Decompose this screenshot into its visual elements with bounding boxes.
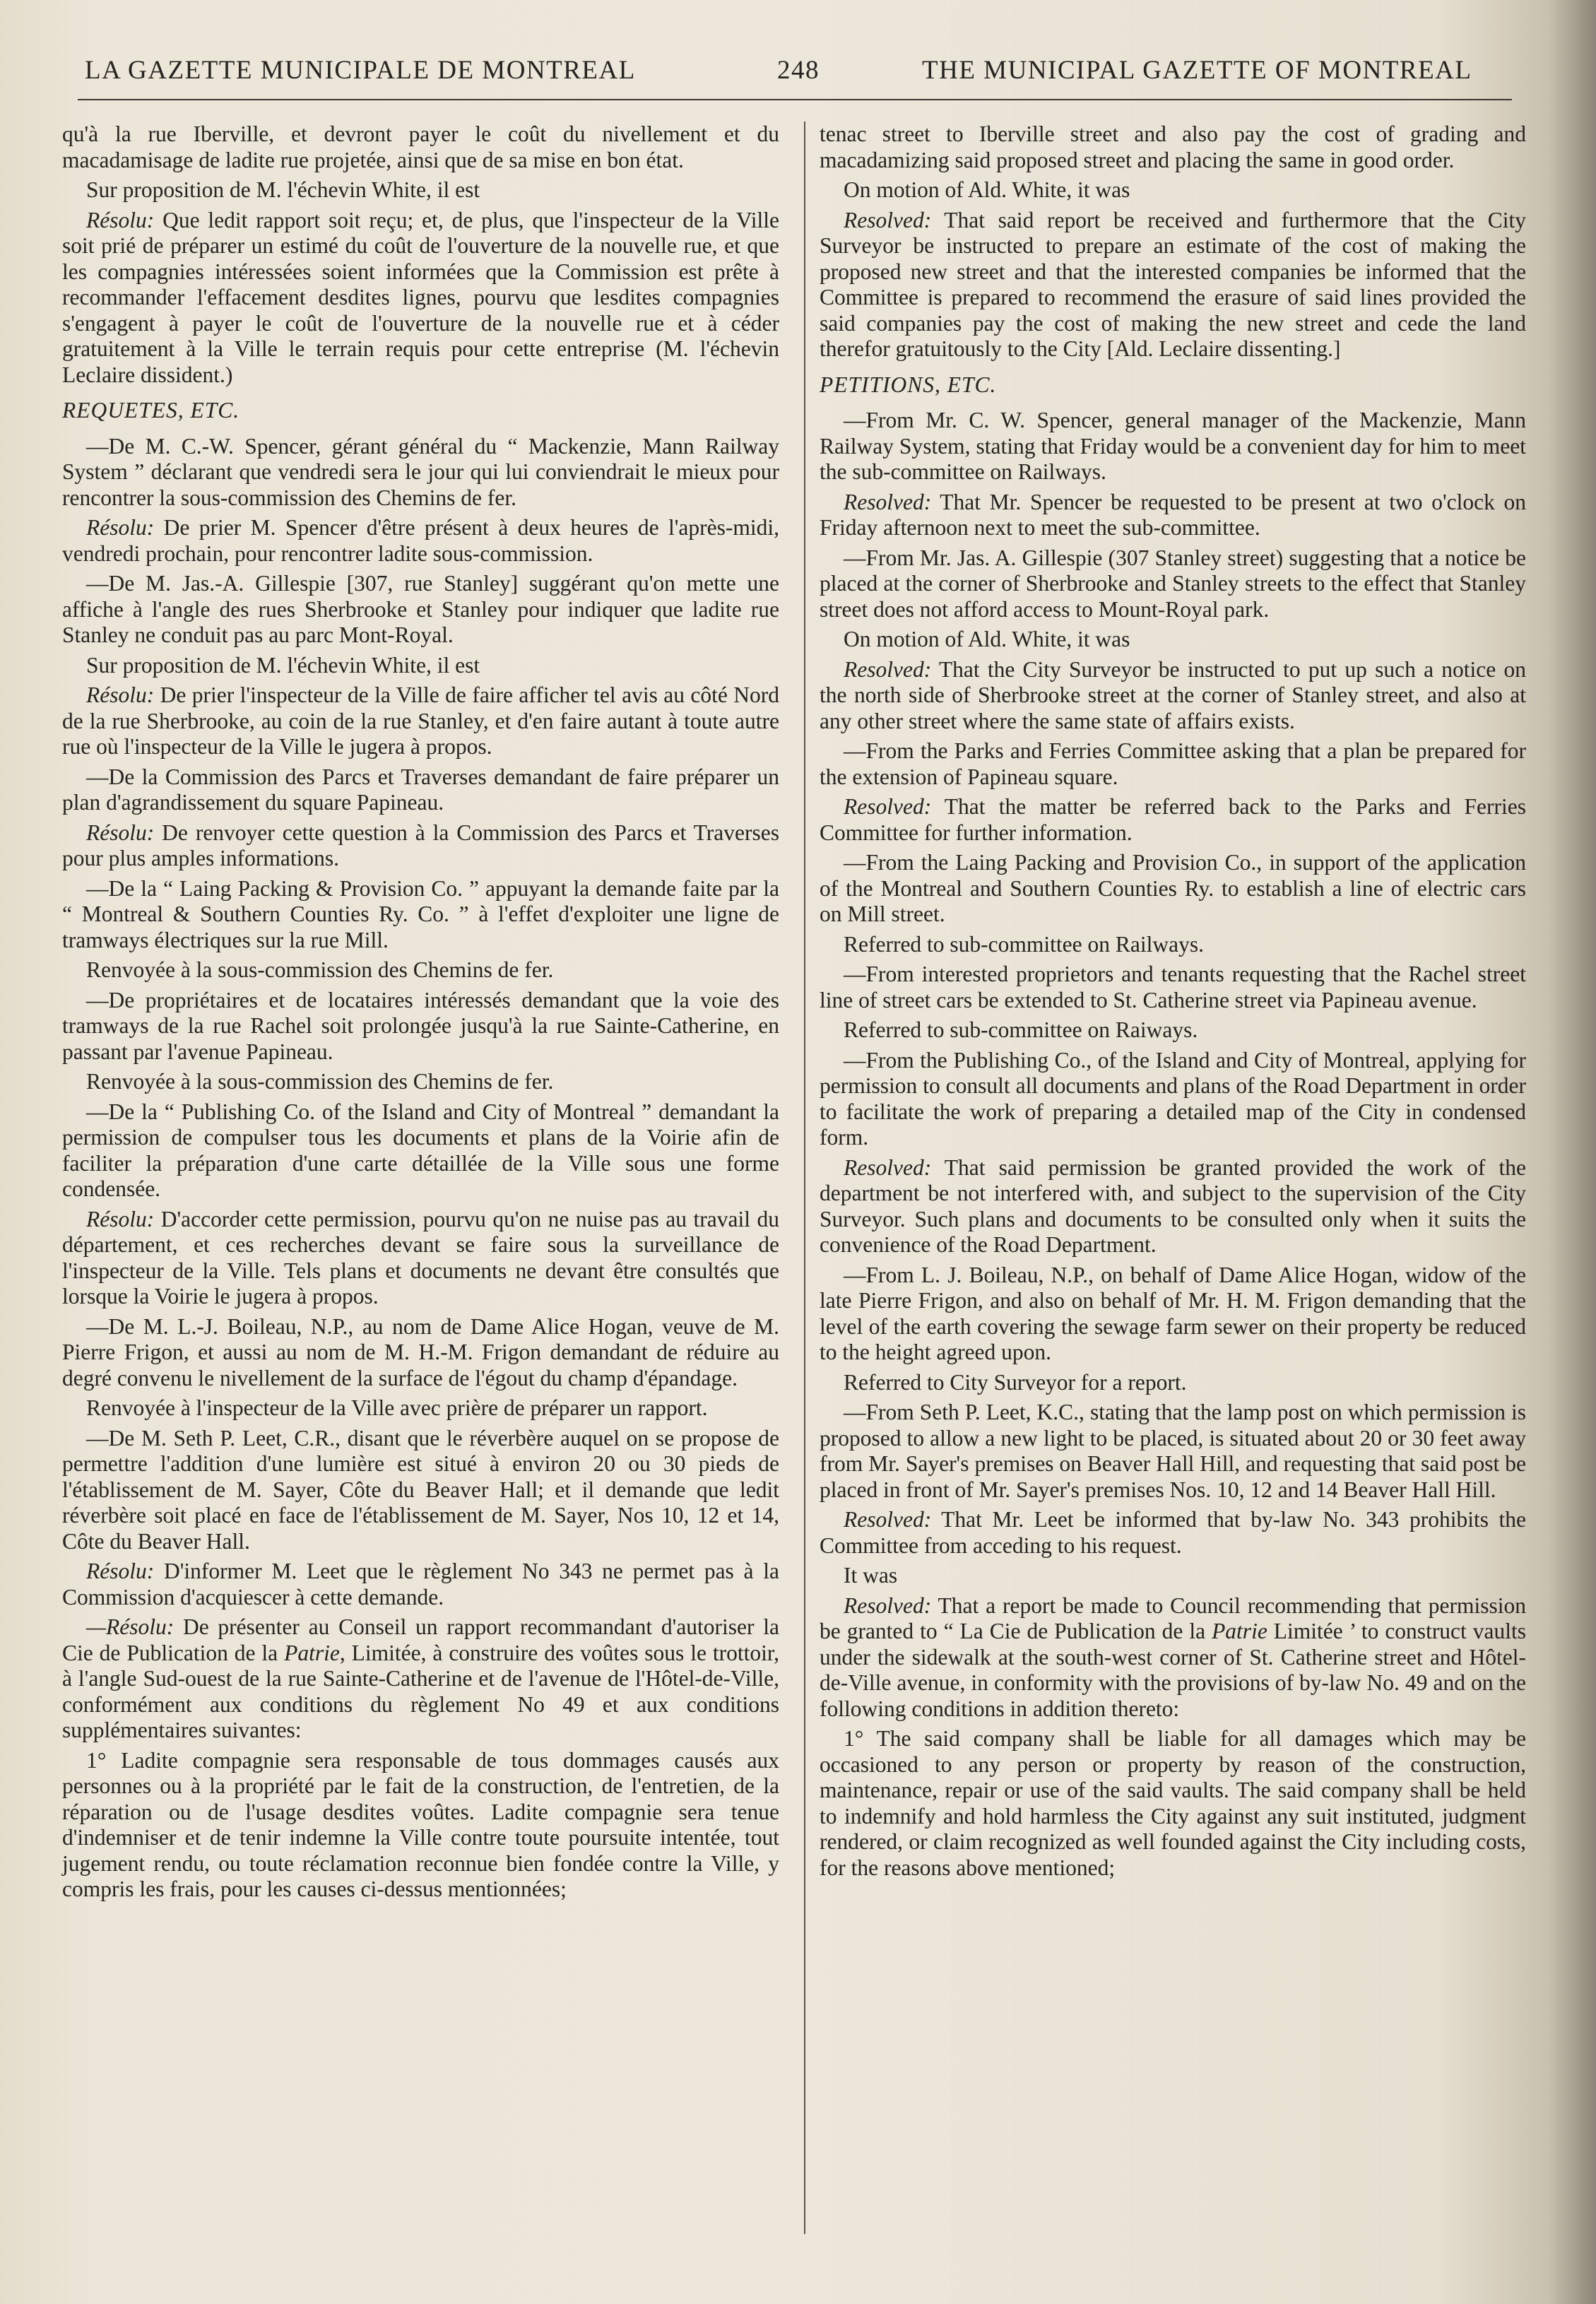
resolution-label: Résolu: xyxy=(86,515,155,540)
paragraph: —De la “ Laing Packing & Provision Co. ” appuyant la demande faite par la “ Montreal & Southern Counties Ry. Co. ” à l'effet d'exploiter une ligne de tramways électriques sur la rue Mill. xyxy=(62,875,779,952)
resolution-text: That said report be received and furthermore that the City Surveyor be instructed to prepare an estimate of the cost of making the proposed new street and that the interested companies be informed that the Committee is prepared to recommend the erasure of said lines provided the said companies pay the cost of making the new street and cede the land therefor gratuitously to the City [Ald. Leclaire dissenting.] xyxy=(820,207,1526,361)
paragraph: —From Mr. Jas. A. Gillespie (307 Stanley street) suggesting that a notice be placed at the corner of Sherbrooke and Stanley streets to the effect that Stanley street does not afford access to Mount-Royal park. xyxy=(820,545,1526,622)
paragraph: —From the Laing Packing and Provision Co., in support of the application of the Montreal and Southern Counties Ry. to establish a line of electric cars on Mill street. xyxy=(820,850,1526,926)
paragraph: —From L. J. Boileau, N.P., on behalf of Dame Alice Hogan, widow of the late Pierre Frigon, and also on behalf of Mr. H. M. Frigon demanding that the level of the earth covering the sewage farm sewer on their property be reduced to the height agreed upon. xyxy=(820,1262,1526,1364)
paragraph: Sur proposition de M. l'échevin White, il est xyxy=(86,177,480,202)
paragraph: —De M. L.-J. Boileau, N.P., au nom de Dame Alice Hogan, veuve de M. Pierre Frigon, et aussi au nom de M. H.-M. Frigon demandant de réduire au degré convenu le nivellement de la surface de l'égout du champ d'épandage. xyxy=(62,1313,779,1390)
paragraph: 1° Ladite compagnie sera responsable de tous dommages causés aux personnes ou à la propriété par le fait de la construction, de l'entretien, de la réparation ou de l'usage desdites voûtes. Ladite compagnie sera tenue d'indemniser et de tenir indemne la Ville contre toute poursuite intentée, tout jugement rendu, ou toute réclamation reconnue bien fondée contre la Ville, y compris les frais, pour les causes ci-dessus mentionnées; xyxy=(62,1747,779,1901)
paragraph xyxy=(820,657,1526,735)
paragraph xyxy=(62,683,779,760)
paragraph xyxy=(62,515,779,567)
english-masthead: THE MUNICIPAL GAZETTE OF MONTREAL xyxy=(922,56,1472,85)
newspaper-name: Patrie xyxy=(284,1640,340,1665)
resolution-label: Résolu: xyxy=(86,820,155,845)
paragraph: —From interested proprietors and tenants requesting that the Rachel street line of street cars be extended to St. Catherine street via Papineau avenue. xyxy=(820,962,1526,1012)
paragraph: tenac street to Iberville street and also pay the cost of grading and macadamizing said proposed street and placing the same in good order. xyxy=(820,122,1526,172)
paragraph: Renvoyée à l'inspecteur de la Ville avec prière de préparer un rapport. xyxy=(86,1395,708,1420)
paragraph: Renvoyée à la sous-commission des Chemins de fer. xyxy=(86,1069,554,1094)
newspaper-name: Patrie xyxy=(1212,1619,1267,1643)
paragraph xyxy=(62,820,779,872)
resolution-text: De prier l'inspecteur de la Ville de faire afficher tel avis au côté Nord de la rue Sherbrooke, au coin de la rue Stanley, et d'en faire autant à toute autre rue où l'inspecteur de la Ville le jugera à propos. xyxy=(62,683,780,759)
resolution-label: Résolu: xyxy=(86,207,155,232)
paragraph: —From the Publishing Co., of the Island and City of Montreal, applying for permission to consult all documents and plans of the Road Department in order to facilitate the work of preparing a detailed map of the City in condensed form. xyxy=(820,1047,1526,1150)
paragraph: —De propriétaires et de locataires intéressés demandant que la voie des tramways de la rue Rachel soit prolongée jusqu'à la rue Sainte-Catherine, en passant par l'avenue Papineau. xyxy=(62,987,779,1064)
paragraph: On motion of Ald. White, it was xyxy=(844,177,1130,202)
page-header xyxy=(78,55,1512,105)
paragraph: —From Mr. C. W. Spencer, general manager of the Mackenzie, Mann Railway System, stating that Friday would be a convenient day for him to meet the sub-committee on Railways. xyxy=(820,408,1526,484)
section-heading: REQUETES, ETC. xyxy=(62,398,240,423)
resolution-label: Resolved: xyxy=(844,794,932,819)
resolution-text: That the City Surveyor be instructed to put up such a notice on the north side of Sherbrooke street at the corner of Stanley street, and also at any other street where the same state of affairs exists. xyxy=(820,656,1526,733)
paragraph: Sur proposition de M. l'échevin White, il est xyxy=(86,652,480,678)
header-rule xyxy=(78,99,1512,100)
paragraph: —De la Commission des Parcs et Traverses demandant de faire préparer un plan d'agrandissement du square Papineau. xyxy=(62,764,779,815)
resolution-text: D'informer M. Leet que le règlement No 343 ne permet pas à la Commission d'acquiescer à cette demande. xyxy=(62,1559,779,1609)
section-heading: PETITIONS, ETC. xyxy=(820,372,997,397)
resolution-text: De présenter au Conseil un rapport recommandant d'autoriser la Cie de Publication de la xyxy=(62,1614,779,1665)
paragraph: —From Seth P. Leet, K.C., stating that the lamp post on which permission is proposed to allow a new light to be placed, is situated about 20 or 30 feet away from Mr. Sayer's premises on Beaver Hall Hill, and requesting that said post be placed in front of Mr. Sayer's premises Nos. 10, 12 and 14 Beaver Hall Hill. xyxy=(820,1400,1526,1502)
resolution-text: Limitée ’ to construct vaults under the sidewalk at the south-west corner of St. Catherine street and Hôtel-de-Ville avenue, in conformity with the provisions of by-law No. 49 and on the following conditions in addition thereto: xyxy=(820,1619,1527,1721)
paragraph xyxy=(62,1559,779,1610)
paragraph: Referred to City Surveyor for a report. xyxy=(844,1369,1187,1395)
paragraph: —De M. Jas.-A. Gillespie [307, rue Stanley] suggérant qu'on mette une affiche à l'angle des rues Sherbrooke et Stanley pour indiquer que ladite rue Stanley ne conduit pas au parc Mont-Royal. xyxy=(62,571,779,647)
resolution-text: That Mr. Spencer be requested to be present at two o'clock on Friday afternoon next to meet the sub-committee. xyxy=(820,489,1526,540)
paragraph: Renvoyée à la sous-commission des Chemins de fer. xyxy=(86,957,554,982)
resolution-label: Résolu: xyxy=(86,1559,155,1583)
resolution-label: Resolved: xyxy=(844,1593,932,1618)
english-column xyxy=(820,122,1526,1885)
resolution-text: , Limitée, à construire des voûtes sous le trottoir, à l'angle Sud-ouest de la rue Sainte-Catherine et de l'avenue de l'Hôtel-de-Ville, conformément aux conditions du règlement No 49 et aux conditions supplémentaires suivantes: xyxy=(62,1640,780,1742)
paragraph: 1° The said company shall be liable for all damages which may be occasioned to any person or property by reason of the construction, maintenance, repair or use of the said vaults. The said company shall be held to indemnify and hold harmless the City against any suit instituted, judgment rendered, or claim recognized as well founded against the City including costs, for the reasons above mentioned; xyxy=(820,1726,1526,1880)
paragraph xyxy=(820,794,1526,846)
resolution-text: That said permission be granted provided the work of the department be not interfered with, and subject to the supervision of the City Surveyor. Such plans and documents to be consulted only when it suits the convenience of the Road Department. xyxy=(820,1154,1526,1257)
resolution-text: D'accorder cette permission, pourvu qu'on ne nuise pas au travail du département, et ces recherches devant se faire sous la surveillance de l'inspecteur de la Ville. Tels plans et documents ne devant être consultés que lorsque la Voirie le jugera à propos. xyxy=(62,1206,780,1308)
paragraph: On motion of Ald. White, it was xyxy=(844,627,1130,651)
paragraph: Referred to sub-committee on Railways. xyxy=(844,931,1204,957)
paragraph xyxy=(820,208,1526,362)
paragraph xyxy=(62,208,779,389)
page-number: 248 xyxy=(777,56,820,85)
resolution-label: Resolved: xyxy=(844,656,932,682)
paragraph xyxy=(62,1614,779,1744)
paragraph: —De la “ Publishing Co. of the Island and City of Montreal ” demandant la permission de compulser tous les documents et plans de la Voirie afin de faciliter la préparation d'une carte détaillée de la Ville sous une forme condensée. xyxy=(62,1099,779,1201)
resolution-text: De renvoyer cette question à la Commission des Parcs et Traverses pour plus amples informations. xyxy=(62,820,780,870)
paragraph xyxy=(820,490,1526,541)
resolution-label: —Résolu: xyxy=(86,1614,175,1639)
paragraph xyxy=(820,1155,1526,1258)
resolution-text: De prier M. Spencer d'être présent à deux heures de l'après-midi, vendredi prochain, pour rencontrer ladite sous-commission. xyxy=(62,515,779,566)
resolution-label: Résolu: xyxy=(86,1206,155,1231)
paragraph: —From the Parks and Ferries Committee asking that a plan be prepared for the extension of Papineau square. xyxy=(820,738,1526,789)
paragraph: —De M. C.-W. Spencer, gérant général du “ Mackenzie, Mann Railway System ” déclarant que vendredi sera le jour qui lui conviendrait le mieux pour rencontrer la sous-commission des Chemins de fer. xyxy=(62,433,779,510)
french-column xyxy=(62,122,779,1907)
resolution-text: That a report be made to Council recommending that permission be granted to “ La Cie de Publication de la xyxy=(820,1593,1527,1643)
paragraph xyxy=(820,1507,1526,1559)
resolution-label: Resolved: xyxy=(844,489,932,514)
paragraph: It was xyxy=(844,1563,898,1588)
resolution-label: Résolu: xyxy=(86,683,155,707)
paragraph: qu'à la rue Iberville, et devront payer le coût du nivellement et du macadamisage de ladite rue projetée, ainsi que de sa mise en bon état. xyxy=(62,122,779,172)
paragraph xyxy=(62,1207,779,1310)
resolution-text: That Mr. Leet be informed that by-law No. 343 prohibits the Committee from acceding to his request. xyxy=(820,1507,1526,1558)
resolution-label: Resolved: xyxy=(844,1154,932,1180)
column-divider xyxy=(804,122,805,2234)
resolution-label: Resolved: xyxy=(844,1507,932,1532)
paragraph: Referred to sub-committee on Raiways. xyxy=(844,1017,1198,1042)
resolution-text: That the matter be referred back to the Parks and Ferries Committee for further information. xyxy=(820,794,1526,845)
resolution-text: Que ledit rapport soit reçu; et, de plus, que l'inspecteur de la Ville soit prié de préparer un estimé du coût de l'ouverture de la nouvelle rue, et que les compagnies intéressées soient informées que la Commission est prête à recommander l'effacement desdites lignes, pourvu que lesdites compagnies s'engagent à payer le coût de l'ouverture de la nouvelle rue et à céder gratuitement à la Ville le terrain requis pour cette entreprise (M. l'échevin Leclaire dissident.) xyxy=(62,207,780,387)
french-masthead: LA GAZETTE MUNICIPALE DE MONTREAL xyxy=(85,56,636,85)
paragraph: —De M. Seth P. Leet, C.R., disant que le réverbère auquel on se propose de permettre l'addition d'une lumière est situé à environ 20 ou 30 pieds de l'établissement de M. Sayer, Côte du Beaver Hall; et il demande que ledit réverbère soit placé en face de l'établissement de M. Sayer, Nos 10, 12 et 14, Côte du Beaver Hall. xyxy=(62,1425,779,1554)
paragraph xyxy=(820,1593,1526,1723)
resolution-label: Resolved: xyxy=(844,207,932,232)
